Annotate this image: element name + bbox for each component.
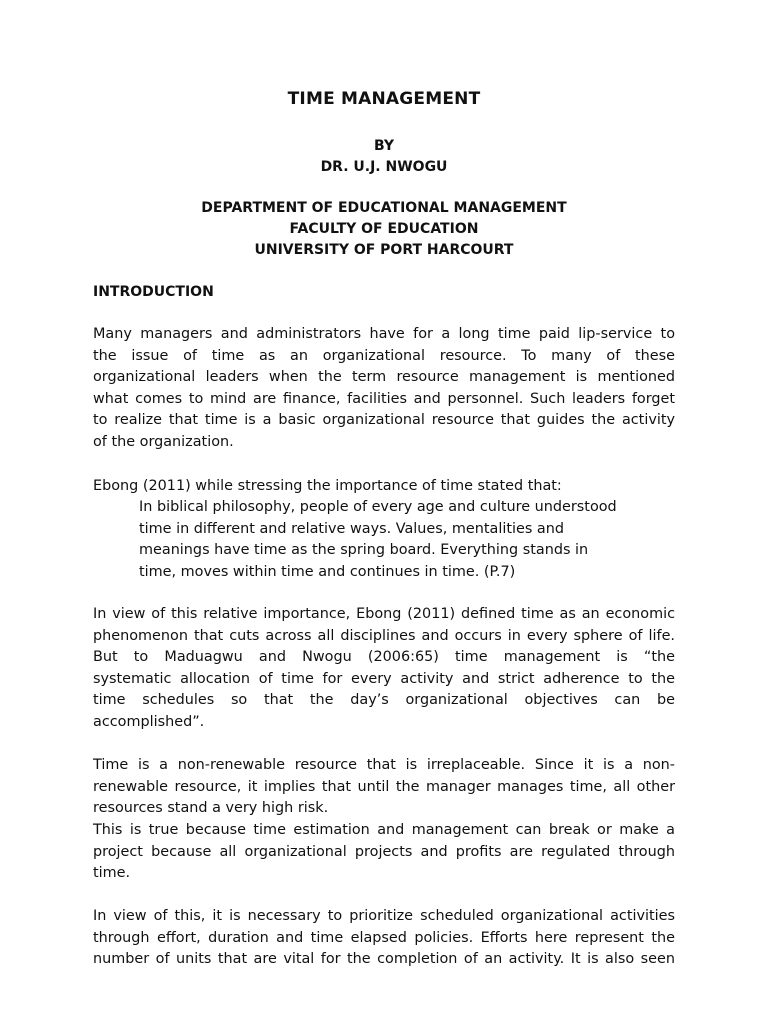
text-line: This is true because time estimation and management can break or make a — [93, 822, 675, 838]
quote-line: time, moves within time and continues in time. (P.7) — [139, 563, 516, 580]
text-line: systematic allocation of time for every activity and strict adherence to the — [93, 670, 675, 687]
text-line: time schedules so that the day’s organizational objectives can be — [93, 692, 675, 708]
affiliation-university: UNIVERSITY OF PORT HARCOURT — [254, 242, 514, 258]
paragraph-5 — [93, 820, 675, 885]
text-line: In view of this, it is necessary to prioritize scheduled organizational activities — [93, 908, 675, 924]
text-line: Time is a non-renewable resource that is irreplaceable. Since it is a non- — [93, 757, 675, 773]
paragraph-6 — [93, 906, 675, 971]
text-line: Many managers and administrators have for a long time paid lip-service to — [93, 326, 675, 342]
quote-line: time in different and relative ways. Values, mentalities and — [139, 520, 564, 537]
text-line: the issue of time as an organizational resource. To many of these — [93, 347, 675, 364]
text-line: resources stand a very high risk. — [93, 800, 329, 816]
text-line: of the organization. — [93, 433, 234, 450]
text-line: time. — [93, 865, 131, 881]
affiliation-faculty: FACULTY OF EDUCATION — [289, 221, 479, 237]
text-line: organizational leaders when the term resource management is mentioned — [93, 369, 675, 385]
text-line: to realize that time is a basic organizational resource that guides the activity — [93, 412, 675, 428]
text-line: But to Maduagwu and Nwogu (2006:65) time management is “the — [93, 649, 675, 665]
text-line: through effort, duration and time elapsed policies. Efforts here represent the — [93, 929, 675, 946]
text-line: accomplished”. — [93, 713, 205, 730]
author-name: DR. U.J. NWOGU — [320, 159, 448, 175]
paragraph-4 — [93, 755, 675, 820]
paragraph-1 — [93, 324, 675, 453]
text-line: number of units that are vital for the completion of an activity. It is also seen — [93, 951, 675, 967]
section-heading-introduction: INTRODUCTION — [93, 284, 214, 300]
affiliation-department: DEPARTMENT OF EDUCATIONAL MANAGEMENT — [201, 200, 567, 216]
text-line: phenomenon that cuts across all disciplines and occurs in every sphere of life. — [93, 627, 675, 644]
paragraph-3 — [93, 604, 675, 733]
text-line: project because all organizational projects and profits are regulated through — [93, 843, 675, 860]
text-line: what comes to mind are finance, facilities and personnel. Such leaders forget — [93, 390, 675, 407]
quote-line: meanings have time as the spring board. Everything stands in — [139, 542, 589, 558]
byline-by: BY — [373, 138, 395, 154]
quote-line: In biblical philosophy, people of every age and culture understood — [139, 499, 617, 515]
paragraph-2 — [93, 476, 675, 498]
document-title: TIME MANAGEMENT — [287, 89, 481, 109]
text-line: In view of this relative importance, Ebong (2011) defined time as an economic — [93, 606, 675, 622]
block-quote — [139, 497, 639, 583]
text-line: Ebong (2011) while stressing the importance of time stated that: — [93, 478, 562, 494]
text-line: renewable resource, it implies that until the manager manages time, all other — [93, 778, 675, 795]
